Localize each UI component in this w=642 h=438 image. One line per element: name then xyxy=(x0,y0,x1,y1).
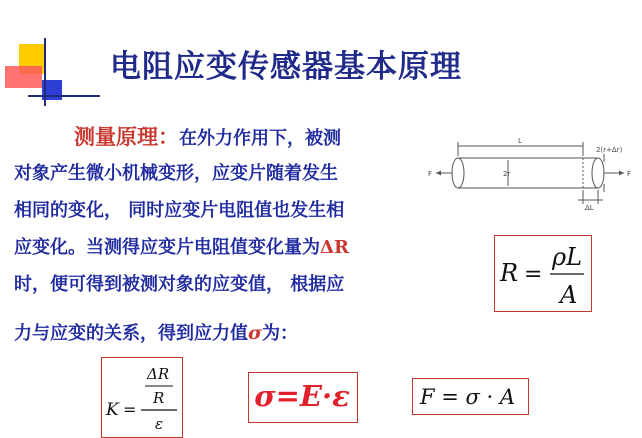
cylinder-left-end xyxy=(452,158,464,188)
force-formula-text: F = σ · A xyxy=(420,385,516,409)
formula-k-numerator: ΔR xyxy=(147,365,170,383)
delta-r-symbol: ΔR xyxy=(320,237,349,258)
paragraph-line-4: 应变化。当测得应变片电阻值变化量为ΔR xyxy=(14,237,349,258)
cylinder-strain-diagram xyxy=(428,132,633,212)
formula-r-denominator: A xyxy=(560,281,578,309)
force-left-label: F xyxy=(428,170,433,178)
logo-horizontal-line xyxy=(28,95,100,97)
formula-r-numerator: ρL xyxy=(552,243,583,271)
end-diameter-label: 2(r+Δr) xyxy=(596,146,623,154)
paragraph-line-1: 测量原理：在外力作用下，被测 xyxy=(74,124,341,149)
paragraph-line-3: 相同的变化， 同时应变片电阻值也发生相 xyxy=(14,200,345,221)
formula-k-lhs: K xyxy=(106,400,119,420)
force-right-label: F xyxy=(627,170,632,178)
formula-k-middle: R xyxy=(153,389,165,407)
gauge-factor-formula xyxy=(101,357,182,437)
svg-text:=: = xyxy=(123,400,137,419)
stress-formula: σ=E·ε xyxy=(254,379,350,413)
formula-k-denominator: ε xyxy=(155,415,164,433)
force-formula xyxy=(412,378,528,414)
logo-red-square xyxy=(5,66,42,88)
length-label: L xyxy=(518,137,522,145)
paragraph-line-2: 对象产生微小机械变形，应变片随着发生 xyxy=(14,163,338,184)
paragraph-line-5: 时，便可得到被测对象的应变值， 根据应 xyxy=(14,274,345,295)
sigma-symbol: σ xyxy=(248,322,263,344)
diameter-label: 2r xyxy=(503,170,511,178)
formula-r-lhs: R xyxy=(500,259,519,287)
explanation-paragraph xyxy=(14,118,429,352)
cylinder-right-end xyxy=(592,158,604,188)
resistance-formula xyxy=(494,235,591,311)
paragraph-line-6: 力与应变的关系，得到应力值σ为： xyxy=(14,322,299,344)
slide-title: 电阻应变传感器基本原理 xyxy=(110,49,462,85)
svg-text:=: = xyxy=(524,262,543,287)
delta-l-label: ΔL xyxy=(585,204,594,212)
principle-label: 测量原理： xyxy=(74,124,179,149)
